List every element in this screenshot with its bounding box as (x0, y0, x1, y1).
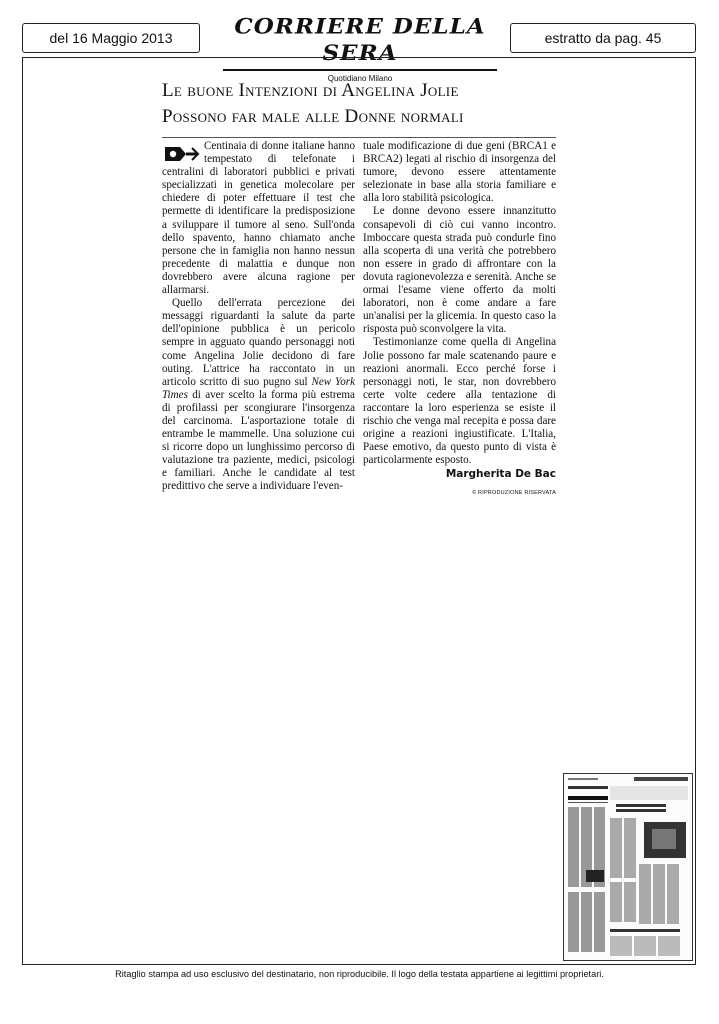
article-headline (162, 78, 556, 130)
page-ref-label: estratto da pag. 45 (544, 30, 662, 46)
paragraph: Le donne devono essere innanzitutto consapevoli di ciò cui vanno incontro. Imboccare questa strada può condurle fino alla scoperta di una verità che potrebbero non essere in grado di affrontare con la dovuta ragionevolezza e serenità. Anche se ormai l'esame viene offerto da molti laboratori, non è come andare a fare un'analisi per la glicemia. In questo caso la risposta può sconvolgere la vita. (363, 205, 556, 336)
paragraph: Quello dell'errata percezione dei messaggi riguardanti la salute da parte dell'opinione pubblica è un pericolo sempre in agguato quando personaggi noti come Angelina Jolie decidono di fare outing. L'attrice ha raccontato in un articolo scritto di suo pugno sul New York Times di aver scelto la forma più estrema di profilassi per scongiurare l'insorgenza del carcinoma. L'asportazione totale di entrambe le mammelle. Una soluzione cui si ricorre dopo un lunghissimo percorso di valutazione tra paziente, medici, psicologi e familiari. Anche le candidate al test predittivo che serve a individuare l'even- (162, 297, 355, 493)
article-column-1 (162, 140, 355, 494)
author-signature: Margherita De Bac (445, 468, 556, 481)
thumbnail-page-image (564, 774, 692, 960)
paragraph: Testimonianze come quella di Angelina Jolie possono far male scatenando paure e reazioni anormali. Ecco perché forse i personaggi noti, le star, non dovrebbero certe volte cedere alla tentazione di raccontare la loro esperienza se esiste il rischio che venga mal recepita e possa dare origine a reazioni ingiustificate. L'Italia, Paese emotivo, da questo punto di vista è particolarmente esposto. (363, 336, 556, 467)
date-label: del 16 Maggio 2013 (49, 30, 173, 46)
headline-line-2: Possono far male alle Donne normali (162, 106, 464, 127)
pen-nib-icon (162, 142, 200, 166)
masthead-logo: CORRIERE DELLA SERA (234, 13, 486, 66)
paragraph: Centinaia di donne italiane hanno tempestato di telefonate i centralini di laboratori pubblici e privati specializzati in genetica molecolare per chiedere di poter effettuare il test che permette di identificare la predisposizione a sviluppare il tumore al seno. Sull'onda dello spavento, hanno chiamato anche persone che in famiglia non hanno nessun precedente di malattia e dunque non dovrebbero avere alcuna ragione per allarmarsi. (162, 140, 355, 297)
paragraph: tuale modificazione di due geni (BRCA1 e BRCA2) legati al rischio di insorgenza del tumore, devono essere attentamente selezionate in base alla storia familiare e alla loro stabilità psicologica. (363, 140, 556, 205)
date-box (22, 23, 200, 53)
page-ref-box (510, 23, 696, 53)
headline-line-1: Le buone Intenzioni di Angelina Jolie (162, 80, 459, 101)
italic-title: New York Times (162, 375, 355, 401)
page-thumbnail (563, 773, 693, 961)
copyright-note: © RIPRODUZIONE RISERVATA (472, 490, 556, 497)
headline-rule (162, 137, 556, 138)
footer-disclaimer: Ritaglio stampa ad uso esclusivo del destinatario, non riproducibile. Il logo della testata appartiene ai legittimi proprietari. (115, 969, 604, 979)
article-column-2 (363, 140, 556, 501)
masthead-subtitle: Quotidiano Milano (327, 73, 393, 83)
